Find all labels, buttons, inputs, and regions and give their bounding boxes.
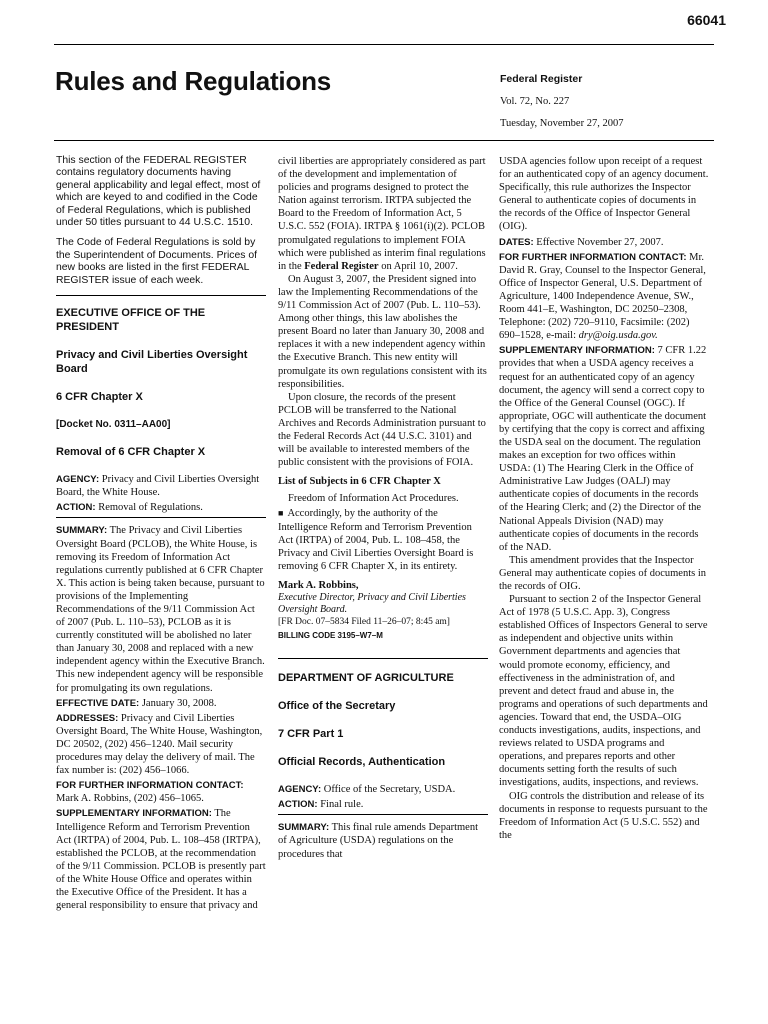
sub-agency-heading: Privacy and Civil Liberties Oversight Board	[56, 349, 248, 376]
summary-continued: USDA agencies follow upon receipt of a request for an authenticated copy of an agency document. Specifically, this rule authorizes the Inspector General to authenticate copies of documents in the records of the Office of Inspector General (OIG).	[499, 156, 709, 233]
summary-text: The Privacy and Civil Liberties Oversight Board (PCLOB), the White House, is removing its Freedom of Information Act regulations currently published at 6 CFR Chapter X. This action is being taken because, pursuant to provisions of the Implementing Recommendations of the 9/11 Commission Act of 2007 (Pub. L. 110–53), PCLOB as it is currently constituted will be abolished no later than January 30, 2008 and replaced with a new independent agency within the Executive Branch. This new independent agency will be responsible for promulgating its own regulations.	[56, 525, 265, 694]
action-text: Removal of Regulations.	[98, 502, 203, 514]
supplementary-text: 7 CFR 1.22 provides that when a USDA agency receives a request for an authenticated copy of an agency document, the agency will send a correct copy to the Office of the General Counsel (OGC). If appropriate, OGC will authenticate the document by certifying that the copy is correct and affixing the USDA seal on the document. The regulation makes an exception for two offices within USDA: (1) The Hearing Clerk in the Office of Administrative Law Judges (OALJ) may authenticate copies of documents in the records of the Hearing Clerk; and (2) the Director of the National Appeals Division (NAD) may authenticate copies of documents in the records of the NAD.	[499, 345, 707, 553]
contact-text: Mark A. Robbins, (202) 456–1065.	[56, 793, 204, 805]
agency-label: AGENCY:	[278, 784, 322, 796]
email-address[interactable]: dry@oig.usda.gov.	[578, 330, 658, 342]
body-paragraph: Upon closure, the records of the present PCLOB will be transferred to the National Archives and Records Administration pursuant to the Federal Records Act (44 U.S.C. 3101) and will be available to interested members of the public consistent with the provisions of FOIA.	[278, 391, 486, 469]
addresses-text: Privacy and Civil Liberties Oversight Board, The White House, Washington, DC 20502, (202) 456–1240. Mail security procedures may delay the delivery of mail. The fax number is: (202) 456–1066.	[56, 712, 263, 777]
signer-title: Executive Director, Privacy and Civil Liberties Oversight Board.	[278, 592, 466, 615]
office-heading: Office of the Secretary	[278, 700, 396, 713]
agency-heading: EXECUTIVE OFFICE OF THE PRESIDENT	[56, 307, 206, 334]
body-paragraph: Pursuant to section 2 of the Inspector General Act of 1978 (5 U.S.C. App. 3), Congress established Offices of Inspectors General to serve as independent and objective units within Government departments and agencies that would promote economy, efficiency, and effectiveness in the administration of, and prevent and detect fraud and abuse in, the programs and operations of such departments and agencies. Toward that end, the USDA–OIG conducts investigations, audits, inspections, and reviews related to USDA programs and operations, and prepares reports and other documents setting forth the results of such investigations, audits, inspections, and reviews.	[499, 594, 708, 789]
agency-heading: DEPARTMENT OF AGRICULTURE	[278, 672, 454, 685]
rule-title: Official Records, Authentication	[278, 756, 446, 769]
supplementary-field	[499, 344, 709, 554]
authority-paragraph	[278, 507, 488, 572]
intro-paragraph-1: This section of the FEDERAL REGISTER contains regulatory documents having general applicability and legal effect, most of which are keyed to and codified in the Code of Federal Regulations, which is published under 50 titles pursuant to 44 U.S.C. 1510.	[56, 155, 261, 229]
docket-number: [Docket No. 0311–AA00]	[56, 419, 171, 431]
action-field	[278, 798, 488, 811]
paragraph-text: on April 10, 2007.	[381, 260, 458, 272]
signer-name: Mark A. Robbins,	[278, 579, 359, 591]
cfr-heading: 6 CFR Chapter X	[56, 391, 143, 404]
addresses-field	[56, 712, 266, 777]
column-3	[499, 155, 709, 842]
action-field	[56, 501, 266, 514]
contact-label: FOR FURTHER INFORMATION CONTACT:	[499, 251, 687, 263]
summary-text: This final rule amends Department of Agriculture (USDA) regulations on the procedures that	[278, 822, 479, 860]
volume-number: Vol. 72, No. 227	[500, 95, 570, 107]
summary-label: SUMMARY:	[56, 525, 108, 537]
body-paragraph: This amendment provides that the Inspector General may authenticate copies of documents in the records of OIG.	[499, 554, 707, 592]
supplementary-field	[56, 807, 266, 912]
billing-code: BILLING CODE 3195–W7–M	[278, 631, 383, 641]
addresses-label: ADDRESSES:	[56, 712, 119, 724]
paragraph-text: civil liberties are appropriately considered as part of the development and implementation of policies and programs designed to protect the Nation against terrorism. IRTPA subjected the Board to the Freedom of Information Act, 5 U.S.C. 552 (FOIA). IRTPA § 1061(i)(2). PCLOB promulgated regulations to implement FOIA which were published as interim final regulations in the	[278, 156, 486, 272]
publication-name: Federal Register	[500, 73, 583, 85]
contact-field	[56, 779, 266, 805]
cfr-heading: 7 CFR Part 1	[278, 728, 344, 741]
agency-field	[56, 473, 266, 499]
action-label: ACTION:	[278, 799, 318, 811]
rule-title: Removal of 6 CFR Chapter X	[56, 446, 206, 459]
intro-paragraph-2: The Code of Federal Regulations is sold by the Superintendent of Documents. Prices of new books are listed in the first FEDERAL REGISTER issue of each week.	[56, 237, 257, 286]
issue-date: Tuesday, November 27, 2007	[500, 118, 624, 129]
subjects-list: Freedom of Information Act Procedures.	[288, 493, 459, 505]
summary-label: SUMMARY:	[278, 822, 330, 834]
divider	[56, 295, 266, 296]
dates-label: DATES:	[499, 236, 534, 248]
dates-field	[499, 236, 709, 249]
action-label: ACTION:	[56, 502, 96, 514]
federal-register-ref: Federal Register	[304, 260, 379, 272]
section-title: Rules and Regulations	[55, 66, 332, 96]
body-paragraph: OIG controls the distribution and release of its documents in response to requests pursuant to the Freedom of Information Act (5 U.S.C. 552) and the	[499, 790, 708, 841]
column-1	[56, 155, 266, 912]
supplementary-label: SUPPLEMENTARY INFORMATION:	[56, 808, 212, 820]
contact-field	[499, 251, 709, 343]
action-text: Final rule.	[320, 799, 364, 811]
header-divider	[54, 140, 714, 141]
summary-field	[278, 821, 488, 860]
authority-text: Accordingly, by the authority of the Intelligence Reform and Terrorism Prevention Act (IRTPA) of 2004, Pub. L. 108–458, the Privacy and Civil Liberties Oversight Board is removing 6 CFR Chapter X, in its entirety.	[278, 508, 474, 572]
divider	[278, 658, 488, 659]
list-of-subjects-heading: List of Subjects in 6 CFR Chapter X	[278, 476, 441, 488]
contact-label: FOR FURTHER INFORMATION CONTACT:	[56, 780, 244, 792]
supplementary-label: SUPPLEMENTARY INFORMATION:	[499, 345, 655, 357]
fr-doc-number: [FR Doc. 07–5834 Filed 11–26–07; 8:45 am]	[278, 617, 450, 627]
page-number: 66041	[687, 12, 726, 28]
body-paragraph	[278, 155, 488, 273]
contact-text: Mr. David R. Gray, Counsel to the Inspector General, Office of Inspector General, U.S. Department of Agriculture, 1400 Independence Avenue, SW., Room 441–E, Washington, DC 20250–2308, Telephone: (202) 720–9110, Facsimile: (202) 690–1528, e-mail:	[499, 251, 706, 342]
agency-text: Office of the Secretary, USDA.	[323, 784, 456, 796]
agency-field	[278, 783, 488, 796]
summary-field	[56, 524, 266, 694]
effective-date-text: January 30, 2008.	[141, 697, 217, 709]
effective-date-label: EFFECTIVE DATE:	[56, 697, 140, 709]
dates-text: Effective November 27, 2007.	[536, 236, 664, 248]
divider	[278, 814, 488, 815]
effective-date-field	[56, 697, 266, 710]
body-paragraph: On August 3, 2007, the President signed into law the Implementing Recommendations of the 9/11 Commission Act of 2007 (Pub. L. 110–53). Among other things, this law abolishes the present Board no later than January 30, 2008 and replaces it with a new independent agency within the Executive Branch. This new entity will promulgate its own regulations consistent with its responsibilities.	[278, 273, 487, 390]
agency-label: AGENCY:	[56, 474, 100, 486]
masthead	[500, 74, 623, 130]
header-rule	[54, 44, 714, 45]
column-2	[278, 155, 488, 861]
agency-text: Privacy and Civil Liberties Oversight Board, the White House.	[56, 474, 260, 499]
supplementary-text: The Intelligence Reform and Terrorism Prevention Act (IRTPA) of 2004, Pub. L. 108–458 (IRTPA), established the PCLOB, at the recommendation of the 9/11 Commission. PCLOB is presently part of the White House Office and operates within the Executive Office of the President. It has a general responsibility to ensure that privacy and	[56, 808, 266, 912]
divider	[56, 517, 266, 518]
